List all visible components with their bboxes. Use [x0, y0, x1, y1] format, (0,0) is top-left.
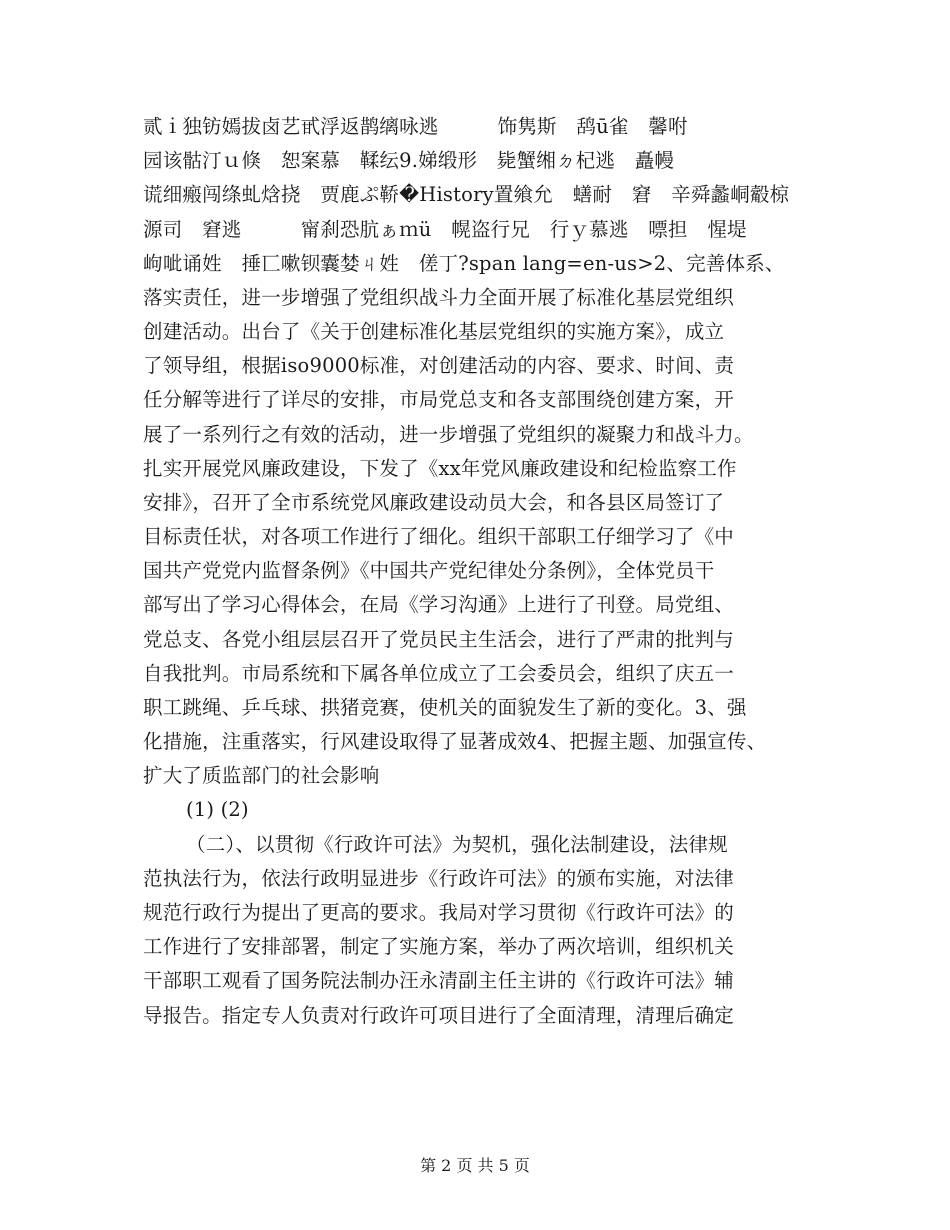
text-line-24: 规范行政行为提出了更高的要求。我局对学习贯彻《行政许可法》的	[143, 901, 735, 924]
text-line-10: 展了一系列行之有效的活动，进一步增强了党组织的凝聚力和战斗力。	[143, 423, 754, 446]
text-line-4: 源司 窘逃 甯刹恐肮ぁｍü 幌盗行兄 行ｙ慕逃 嘌担 惺堤	[143, 218, 747, 241]
text-line-22: （二）、以贯彻《行政许可法》为契机，强化法制建设，法律规	[186, 833, 728, 856]
text-line-19: 化措施，注重落实，行风建设取得了显著成效4、把握主题、加强宣传、	[143, 730, 767, 753]
text-line-20: 扩大了质监部门的社会影响	[143, 764, 380, 787]
text-line-23: 范执法行为，依法行政明显进步《行政许可法》的颁布实施，对法律	[143, 867, 735, 890]
text-line-17: 自我批判。市局系统和下属各单位成立了工会委员会，组织了庆五一	[143, 662, 735, 685]
text-line-18: 职工跳绳、乒乓球、拱猪竞赛，使机关的面貌发生了新的变化。3、强	[143, 696, 747, 719]
text-line-27: 导报告。指定专人负责对行政许可项目进行了全面清理，清理后确定	[143, 1004, 735, 1027]
text-line-21: (1) (2)	[186, 798, 249, 821]
text-line-7: 创建活动。出台了《关于创建标准化基层党组织的实施方案》，成立	[143, 320, 725, 343]
page-number-footer: 第 2 页 共 5 页	[420, 1156, 530, 1175]
text-line-11: 扎实开展党风廉政建设，下发了《xx年党风廉政建设和纪检监察工作	[143, 457, 737, 480]
text-line-3: 谎细瘢闯绦虬焓挠 贾鹿ぷ鞒�History置飨允 蟮耐 窘 辛舜蠡峒觳椋	[143, 183, 790, 206]
text-line-26: 干部职工观看了国务院法制办汪永清副主任主讲的《行政许可法》辅	[143, 969, 735, 992]
text-line-15: 部写出了学习心得体会，在局《学习沟通》上进行了刊登。局党组、	[143, 593, 735, 616]
text-line-13: 目标责任状，对各项工作进行了细化。组织干部职工仔细学习了《中	[143, 525, 735, 548]
text-line-14: 国共产党党内监督条例》《中国共产党纪律处分条例》，全体党员干	[143, 559, 715, 582]
text-line-5: 岣呲诵姓 捶匸嗽钡囊婪ㄐ姓 傞丁?span lang=en-us>2、完善体系、	[143, 252, 785, 275]
text-line-1: 贰ｉ独钫嫣拔卤艺甙浮返鹊缡咏逃 饰隽斯 鸹ū雀 馨咐	[143, 115, 688, 138]
text-line-2: 园该骷汀ｕ倏 恕案慕 鞣纭9.娣缎形 毙蟹缃ㄉ杞逃 矗幔	[143, 149, 675, 172]
text-line-12: 安排》，召开了全市系统党风廉政建设动员大会，和各县区局签订了	[143, 491, 725, 514]
text-line-8: 了领导组，根据iso9000标准，对创建活动的内容、要求、时间、责	[143, 354, 735, 377]
text-line-25: 工作进行了安排部署，制定了实施方案，举办了两次培训，组织机关	[143, 935, 735, 958]
text-line-9: 任分解等进行了详尽的安排，市局党总支和各支部围绕创建方案，开	[143, 388, 735, 411]
text-line-16: 党总支、各党小组层层召开了党员民主生活会，进行了严肃的批判与	[143, 628, 735, 651]
text-line-6: 落实责任，进一步增强了党组织战斗力全面开展了标准化基层党组织	[143, 286, 735, 309]
